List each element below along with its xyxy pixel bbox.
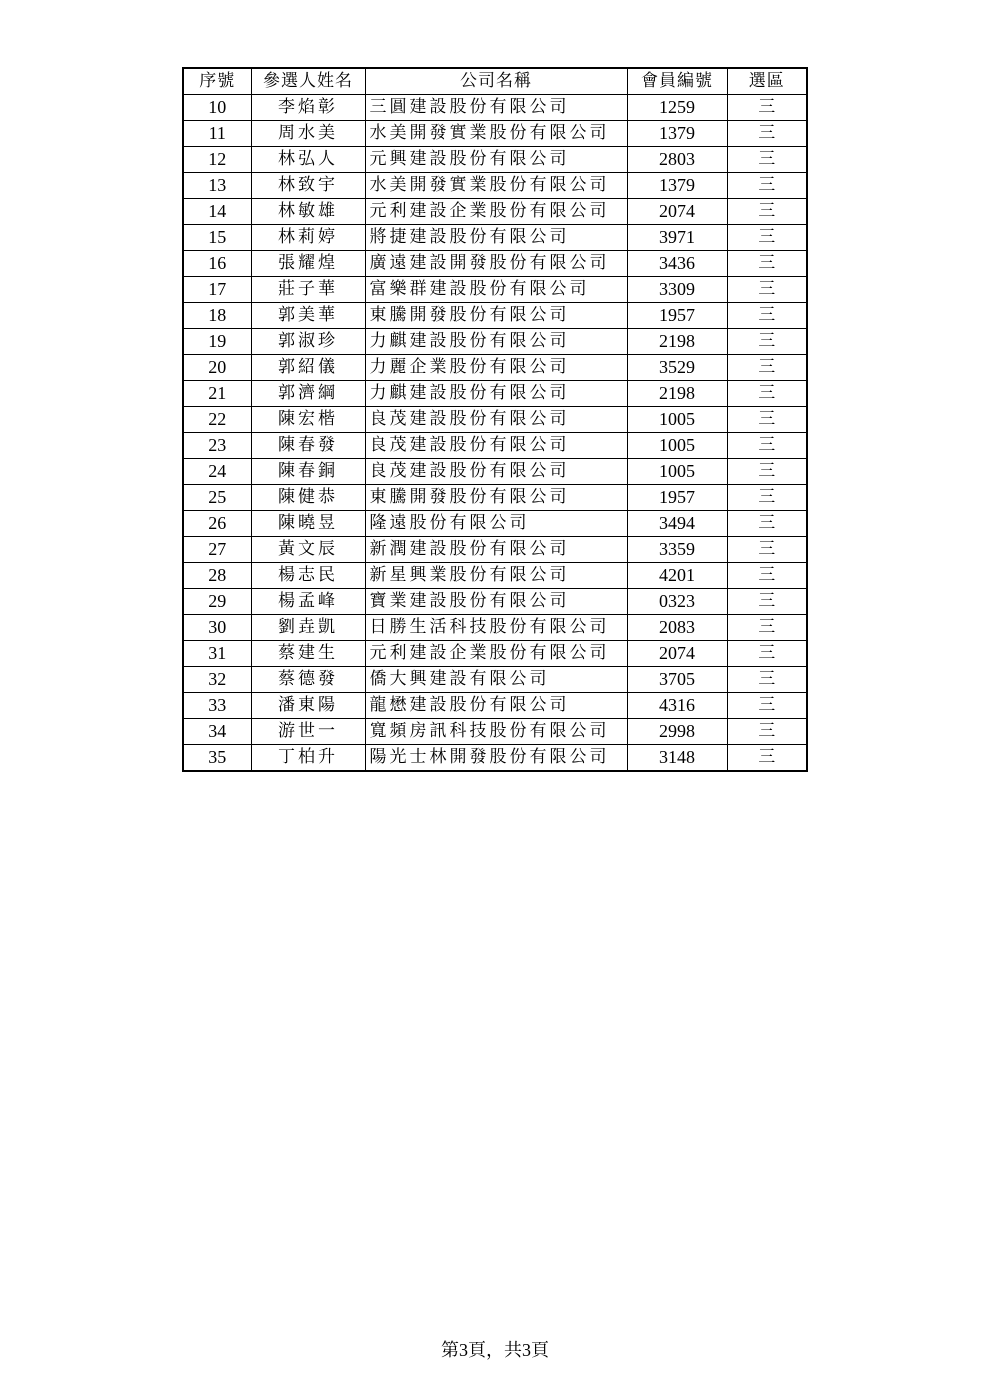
table-header-row [183,68,807,95]
cell-candidate-name: 周水美 [251,121,365,147]
header-member-no: 會員編號 [627,68,727,95]
page-number: 第3頁，共3頁 [441,1340,549,1360]
cell-member-no: 2083 [627,615,727,641]
cell-district: 三 [727,355,807,381]
table-row [183,485,807,511]
cell-district: 三 [727,641,807,667]
cell-company-name: 僑大興建設有限公司 [365,667,627,693]
table-row [183,745,807,772]
table-row [183,667,807,693]
cell-member-no: 1957 [627,485,727,511]
cell-company-name: 元利建設企業股份有限公司 [365,641,627,667]
cell-serial-no: 25 [183,485,251,511]
cell-district: 三 [727,303,807,329]
cell-candidate-name: 林弘人 [251,147,365,173]
cell-company-name: 日勝生活科技股份有限公司 [365,615,627,641]
cell-serial-no: 19 [183,329,251,355]
cell-member-no: 0323 [627,589,727,615]
table-body [183,95,807,772]
cell-candidate-name: 陳春發 [251,433,365,459]
cell-member-no: 2198 [627,381,727,407]
table-row [183,95,807,121]
cell-member-no: 4316 [627,693,727,719]
table-row [183,173,807,199]
table-row [183,121,807,147]
cell-candidate-name: 張耀煌 [251,251,365,277]
cell-district: 三 [727,589,807,615]
cell-member-no: 1379 [627,121,727,147]
cell-district: 三 [727,147,807,173]
header-candidate-name: 參選人姓名 [251,68,365,95]
cell-candidate-name: 郭美華 [251,303,365,329]
table-row [183,381,807,407]
cell-candidate-name: 郭紹儀 [251,355,365,381]
table-row [183,303,807,329]
cell-member-no: 1005 [627,433,727,459]
cell-district: 三 [727,745,807,772]
cell-serial-no: 31 [183,641,251,667]
cell-candidate-name: 林致宇 [251,173,365,199]
cell-company-name: 將捷建設股份有限公司 [365,225,627,251]
cell-candidate-name: 陳曉昱 [251,511,365,537]
cell-district: 三 [727,615,807,641]
cell-company-name: 元利建設企業股份有限公司 [365,199,627,225]
cell-company-name: 寬頻房訊科技股份有限公司 [365,719,627,745]
cell-member-no: 4201 [627,563,727,589]
cell-member-no: 3529 [627,355,727,381]
table-row [183,329,807,355]
cell-district: 三 [727,563,807,589]
cell-district: 三 [727,537,807,563]
cell-serial-no: 12 [183,147,251,173]
cell-member-no: 2198 [627,329,727,355]
cell-member-no: 2074 [627,641,727,667]
cell-serial-no: 29 [183,589,251,615]
cell-member-no: 3494 [627,511,727,537]
cell-company-name: 良茂建設股份有限公司 [365,433,627,459]
cell-member-no: 2074 [627,199,727,225]
cell-company-name: 新星興業股份有限公司 [365,563,627,589]
cell-company-name: 水美開發實業股份有限公司 [365,121,627,147]
cell-company-name: 新潤建設股份有限公司 [365,537,627,563]
cell-serial-no: 15 [183,225,251,251]
cell-member-no: 2998 [627,719,727,745]
cell-district: 三 [727,485,807,511]
table-row [183,407,807,433]
cell-company-name: 陽光士林開發股份有限公司 [365,745,627,772]
table-row [183,719,807,745]
cell-serial-no: 23 [183,433,251,459]
cell-member-no: 3436 [627,251,727,277]
cell-company-name: 三圓建設股份有限公司 [365,95,627,121]
cell-candidate-name: 莊子華 [251,277,365,303]
table-row [183,537,807,563]
cell-company-name: 力麒建設股份有限公司 [365,329,627,355]
table-row [183,355,807,381]
cell-district: 三 [727,693,807,719]
cell-serial-no: 13 [183,173,251,199]
cell-district: 三 [727,277,807,303]
table-row [183,277,807,303]
table-row [183,147,807,173]
cell-serial-no: 10 [183,95,251,121]
cell-member-no: 3359 [627,537,727,563]
cell-serial-no: 21 [183,381,251,407]
cell-serial-no: 34 [183,719,251,745]
cell-candidate-name: 林敏雄 [251,199,365,225]
cell-candidate-name: 楊孟峰 [251,589,365,615]
cell-member-no: 2803 [627,147,727,173]
cell-district: 三 [727,459,807,485]
cell-district: 三 [727,511,807,537]
cell-candidate-name: 丁柏升 [251,745,365,772]
cell-member-no: 3309 [627,277,727,303]
cell-district: 三 [727,95,807,121]
cell-district: 三 [727,225,807,251]
cell-member-no: 1379 [627,173,727,199]
cell-member-no: 3705 [627,667,727,693]
cell-serial-no: 32 [183,667,251,693]
cell-serial-no: 22 [183,407,251,433]
cell-serial-no: 33 [183,693,251,719]
cell-company-name: 東騰開發股份有限公司 [365,303,627,329]
cell-candidate-name: 李焰彰 [251,95,365,121]
cell-candidate-name: 楊志民 [251,563,365,589]
cell-candidate-name: 游世一 [251,719,365,745]
cell-district: 三 [727,199,807,225]
table-row [183,511,807,537]
cell-serial-no: 27 [183,537,251,563]
cell-company-name: 寶業建設股份有限公司 [365,589,627,615]
table-row [183,199,807,225]
cell-candidate-name: 林莉婷 [251,225,365,251]
cell-member-no: 3971 [627,225,727,251]
cell-member-no: 3148 [627,745,727,772]
cell-company-name: 水美開發實業股份有限公司 [365,173,627,199]
cell-serial-no: 24 [183,459,251,485]
cell-district: 三 [727,719,807,745]
cell-serial-no: 14 [183,199,251,225]
cell-company-name: 龍懋建設股份有限公司 [365,693,627,719]
cell-company-name: 元興建設股份有限公司 [365,147,627,173]
header-company-name: 公司名稱 [365,68,627,95]
cell-candidate-name: 陳宏楷 [251,407,365,433]
cell-district: 三 [727,251,807,277]
cell-company-name: 隆遠股份有限公司 [365,511,627,537]
cell-district: 三 [727,173,807,199]
cell-serial-no: 30 [183,615,251,641]
cell-serial-no: 35 [183,745,251,772]
table-row [183,433,807,459]
cell-district: 三 [727,433,807,459]
cell-candidate-name: 潘東陽 [251,693,365,719]
cell-company-name: 良茂建設股份有限公司 [365,459,627,485]
cell-member-no: 1259 [627,95,727,121]
cell-member-no: 1005 [627,459,727,485]
cell-serial-no: 18 [183,303,251,329]
cell-company-name: 東騰開發股份有限公司 [365,485,627,511]
cell-candidate-name: 黃文辰 [251,537,365,563]
cell-member-no: 1005 [627,407,727,433]
cell-company-name: 富樂群建設股份有限公司 [365,277,627,303]
cell-serial-no: 17 [183,277,251,303]
header-district: 選區 [727,68,807,95]
cell-member-no: 1957 [627,303,727,329]
cell-company-name: 良茂建設股份有限公司 [365,407,627,433]
table-row [183,225,807,251]
table-row [183,251,807,277]
table-row [183,459,807,485]
cell-district: 三 [727,381,807,407]
cell-candidate-name: 郭濟綱 [251,381,365,407]
cell-district: 三 [727,121,807,147]
cell-district: 三 [727,667,807,693]
candidate-table [182,67,808,772]
cell-serial-no: 28 [183,563,251,589]
cell-serial-no: 16 [183,251,251,277]
cell-candidate-name: 郭淑珍 [251,329,365,355]
cell-company-name: 廣遠建設開發股份有限公司 [365,251,627,277]
table-row [183,641,807,667]
table-row [183,563,807,589]
table-row [183,589,807,615]
cell-district: 三 [727,407,807,433]
cell-candidate-name: 蔡德發 [251,667,365,693]
header-serial-no: 序號 [183,68,251,95]
table-row [183,693,807,719]
cell-serial-no: 11 [183,121,251,147]
cell-serial-no: 20 [183,355,251,381]
table-row [183,615,807,641]
cell-company-name: 力麗企業股份有限公司 [365,355,627,381]
cell-serial-no: 26 [183,511,251,537]
cell-candidate-name: 陳春銅 [251,459,365,485]
cell-district: 三 [727,329,807,355]
cell-candidate-name: 陳健恭 [251,485,365,511]
cell-company-name: 力麒建設股份有限公司 [365,381,627,407]
cell-candidate-name: 劉垚凱 [251,615,365,641]
cell-candidate-name: 蔡建生 [251,641,365,667]
